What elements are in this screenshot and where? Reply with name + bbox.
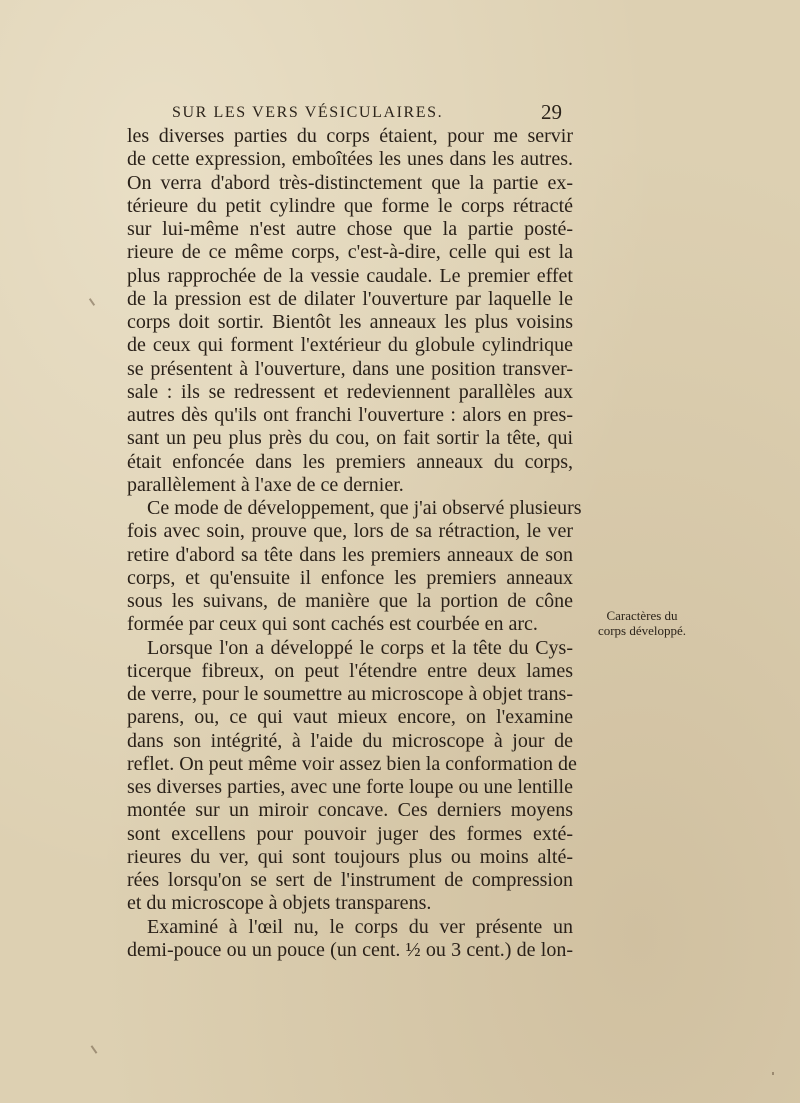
text-line: plus rapprochée de la vessie caudale. Le premier effet (127, 264, 573, 287)
text-line: dans son intégrité, à l'aide du microscope à jour de (127, 729, 573, 752)
text-line: fois avec soin, prouve que, lors de sa rétraction, le ver (127, 520, 573, 543)
text-line: ses diverses parties, avec une forte loupe ou une lentille (127, 776, 573, 798)
margin-note-line: Caractères du (606, 608, 678, 623)
running-title: SUR LES VERS VÉSICULAIRES. (172, 104, 444, 121)
ink-speck (91, 1045, 98, 1054)
text-line: montée sur un miroir concave. Ces derniers moyens (127, 799, 573, 822)
text-line: sant un peu plus près du cou, on fait sortir la tête, qui (127, 427, 573, 450)
text-line: de ceux qui forment l'extérieur du globule cylindrique (127, 334, 573, 357)
text-line: autres dès qu'ils ont franchi l'ouverture : alors en pres- (127, 404, 573, 426)
text-line: sur lui-même n'est autre chose que la partie posté- (127, 218, 573, 240)
text-line: parallèlement à l'axe de ce dernier. (127, 473, 404, 496)
text-line: était enfoncée dans les premiers anneaux du corps, (127, 450, 573, 473)
text-line: se présentent à l'ouverture, dans une position transver- (127, 357, 573, 380)
ink-speck (772, 1072, 774, 1075)
text-line: retire d'abord sa tête dans les premiers anneaux de son (127, 543, 573, 566)
text-line: les diverses parties du corps étaient, pour me servir (127, 125, 573, 147)
text-line: sous les suivans, de manière que la portion de cône (127, 590, 573, 612)
text-line: sale : ils se redressent et redeviennent parallèles aux (127, 380, 573, 403)
text-line: formée par ceux qui sont cachés est courbée en arc. (127, 613, 538, 636)
text-line: reflet. On peut même voir assez bien la conformation de (127, 752, 577, 775)
text-line: de cette expression, emboîtées les unes dans les autres. (127, 148, 573, 171)
ink-speck (89, 298, 95, 306)
body-text (127, 125, 582, 962)
text-line: rieure de ce même corps, c'est-à-dire, celle qui est la (127, 241, 573, 264)
page-number: 29 (541, 100, 562, 124)
margin-note (587, 608, 697, 638)
text-line: On verra d'abord très-distinctement que la partie ex- (127, 171, 573, 194)
text-line: de verre, pour le soumettre au microscope à objet trans- (127, 683, 573, 705)
text-line: corps, et qu'ensuite il enfonce les premiers anneaux (127, 566, 573, 589)
text-line: parens, ou, ce qui vaut mieux encore, on l'examine (127, 706, 573, 729)
text-line: Lorsque l'on a développé le corps et la tête du Cys- (147, 636, 573, 659)
text-line: corps doit sortir. Bientôt les anneaux les plus voisins (127, 311, 573, 333)
text-line: ticerque fibreux, on peut l'étendre entre deux lames (127, 659, 573, 682)
text-line: térieure du petit cylindre que forme le corps rétracté (127, 194, 573, 217)
text-line: et du microscope à objets transparens. (127, 892, 432, 915)
text-line: rieures du ver, qui sont toujours plus ou moins alté- (127, 845, 573, 868)
text-line: Examiné à l'œil nu, le corps du ver présente un (147, 915, 573, 938)
margin-note-line: corps développé. (597, 623, 687, 638)
text-line: demi-pouce ou un pouce (un cent. ½ ou 3 cent.) de lon- (127, 938, 573, 961)
text-line: Ce mode de développement, que j'ai observé plusieurs (147, 497, 582, 519)
text-line: de la pression est de dilater l'ouverture par laquelle le (127, 287, 573, 310)
text-line: rées lorsqu'on se sert de l'instrument de compression (127, 869, 573, 891)
text-line: sont excellens pour pouvoir juger des formes exté- (127, 822, 573, 845)
